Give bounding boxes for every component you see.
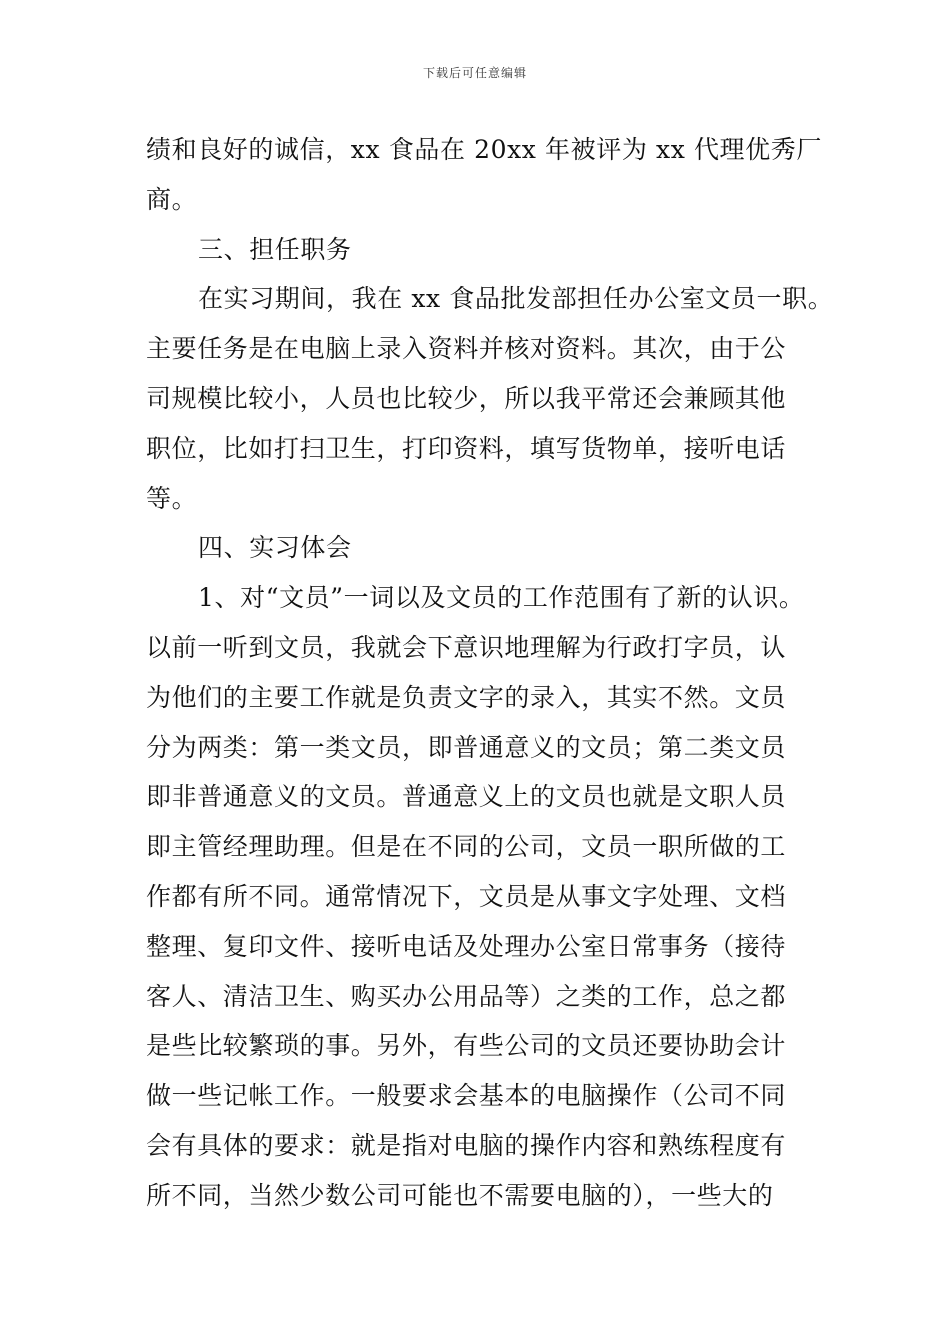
text-line: 所不同，当然少数公司可能也不需要电脑的），一些大的 xyxy=(146,1180,774,1210)
text-line: 1、对“文员”一词以及文员的工作范围有了新的认识。 xyxy=(198,583,805,613)
text-line: 职位，比如打扫卫生，打印资料，填写货物单，接听电话 xyxy=(146,433,787,463)
text-line: 是些比较繁琐的事。另外，有些公司的文员还要协助会计 xyxy=(146,1031,787,1061)
document-body xyxy=(146,125,836,1221)
text-line: 商。 xyxy=(146,184,198,214)
text-line: 主要任务是在电脑上录入资料并核对资料。其次，由于公 xyxy=(146,334,787,364)
text-line: 以前一听到文员，我就会下意识地理解为行政打字员，认 xyxy=(146,632,787,662)
text-line: 即主管经理助理。但是在不同的公司，文员一职所做的工 xyxy=(146,832,787,862)
text-line: 为他们的主要工作就是负责文字的录入，其实不然。文员 xyxy=(146,682,787,712)
text-line: 等。 xyxy=(146,483,198,513)
text-line: 三、担任职务 xyxy=(198,234,352,264)
page-header: 下载后可任意编辑 xyxy=(422,66,527,80)
text-line: 客人、清洁卫生、购买办公用品等）之类的工作，总之都 xyxy=(146,981,787,1011)
text-line: 绩和良好的诚信，xx 食品在 20xx 年被评为 xx 代理优秀厂 xyxy=(146,135,822,164)
text-line: 整理、复印文件、接听电话及处理办公室日常事务（接待 xyxy=(146,931,787,961)
text-line: 做一些记帐工作。一般要求会基本的电脑操作（公司不同 xyxy=(146,1081,787,1111)
text-line: 司规模比较小，人员也比较少，所以我平常还会兼顾其他 xyxy=(146,383,787,413)
text-line: 四、实习体会 xyxy=(198,533,352,563)
text-line: 作都有所不同。通常情况下，文员是从事文字处理、文档 xyxy=(146,881,787,911)
text-line: 会有具体的要求：就是指对电脑的操作内容和熟练程度有 xyxy=(146,1130,787,1160)
text-line: 分为两类：第一类文员，即普通意义的文员；第二类文员 xyxy=(146,732,787,762)
text-line: 即非普通意义的文员。普通意义上的文员也就是文职人员 xyxy=(146,782,787,812)
text-line: 在实习期间，我在 xx 食品批发部担任办公室文员一职。 xyxy=(198,284,834,314)
